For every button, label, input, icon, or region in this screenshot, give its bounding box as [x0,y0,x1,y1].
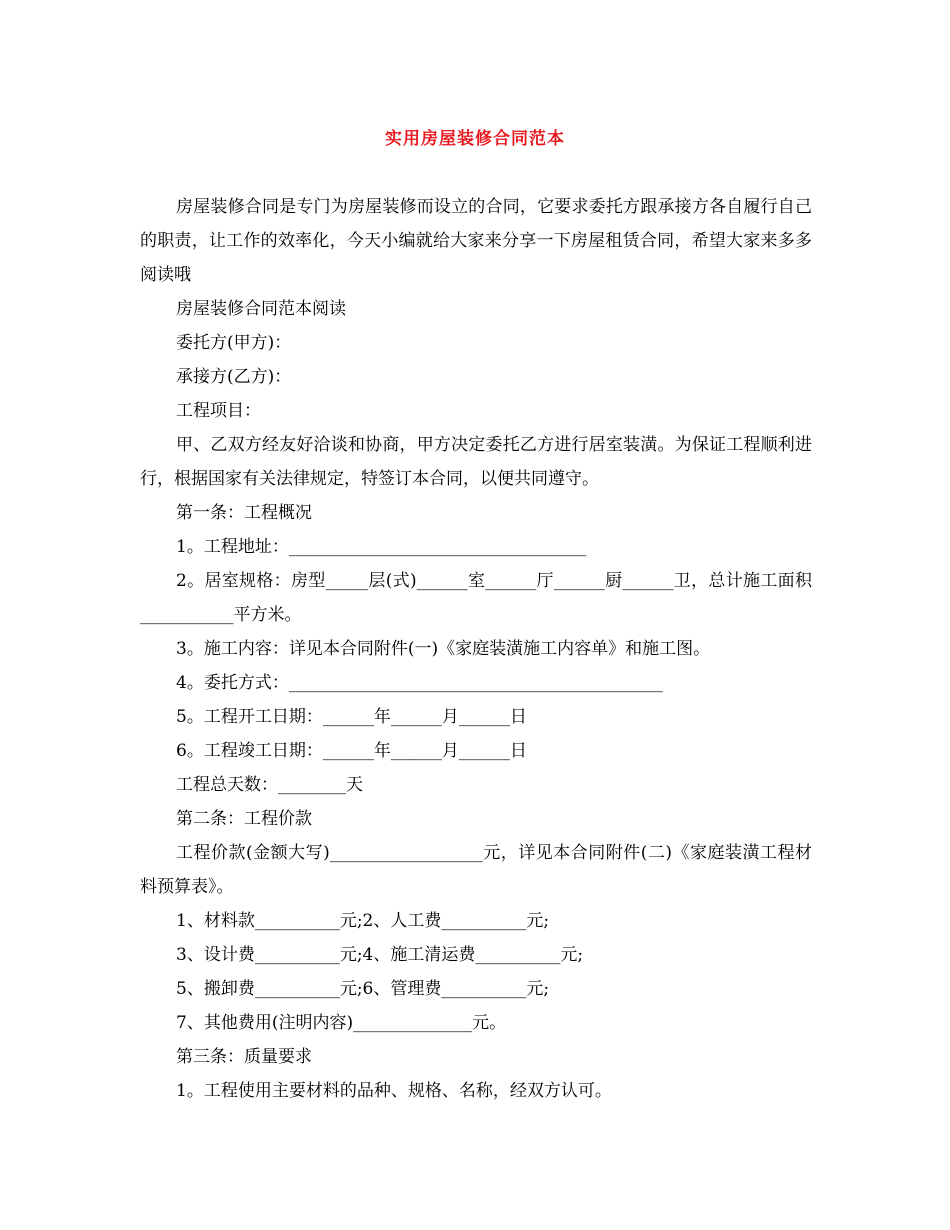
completion-date-line: 6。工程竣工日期：______年______月______日 [176,741,527,761]
construction-content-line: 3。施工内容：详见本合同附件(一)《家庭装潢施工内容单》和施工图。 [176,639,711,659]
start-date-line: 5。工程开工日期：______年______月______日 [176,707,527,727]
document-title: 实用房屋装修合同范本 [385,129,565,149]
document-body [140,190,812,1108]
party-b-line: 承接方(乙方)： [176,367,292,387]
commission-method-line: 4。委托方式：____________________________________________ [176,673,663,693]
price-paragraph: 工程价款(金额大写)__________________元，详见本合同附件(二)《家庭装潢工程材料预算表》。 [140,843,812,897]
agreement-paragraph: 甲、乙双方经友好洽谈和协商，甲方决定委托乙方进行居室装潢。为保证工程顺利进行，根据国家有关法律规定，特签订本合同，以便共同遵守。 [140,435,812,489]
article-2-heading: 第二条：工程价款 [176,809,312,829]
project-address-line: 1。工程地址：___________________________________ [176,537,587,557]
project-line: 工程项目： [176,401,261,421]
materials-line: 1。工程使用主要材料的品种、规格、名称，经双方认可。 [176,1081,612,1101]
intro-paragraph: 房屋装修合同是专门为房屋装修而设立的合同，它要求委托方跟承接方各自履行自己的职责，让工作的效率化，今天小编就给大家来分享一下房屋租赁合同，希望大家来多多阅读哦 [140,197,812,285]
total-days-line: 工程总天数：________天 [176,775,363,795]
article-1-heading: 第一条：工程概况 [176,503,312,523]
fee-line-2: 3、设计费__________元;4、施工清运费__________元; [176,945,584,965]
reading-heading: 房屋装修合同范本阅读 [176,299,346,319]
fee-line-4: 7、其他费用(注明内容)______________元。 [176,1013,507,1033]
party-a-line: 委托方(甲方)： [176,333,292,353]
fee-line-3: 5、搬卸费__________元;6、管理费__________元; [176,979,550,999]
article-3-heading: 第三条：质量要求 [176,1047,312,1067]
room-spec-line: 2。居室规格：房型_____层(式)______室______厅______厨______卫，总计施工面积___________平方米。 [140,571,812,625]
fee-line-1: 1、材料款__________元;2、人工费__________元; [176,911,550,931]
